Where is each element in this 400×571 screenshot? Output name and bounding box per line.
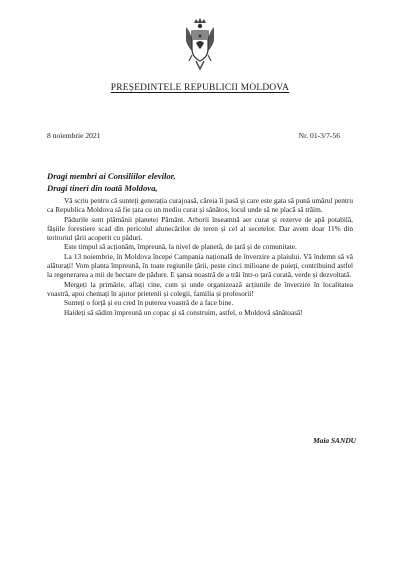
paragraph-1: Vă scriu pentru că sunteți generația curajoasă, căreia îi pasă și care este gata să pună umărul pentru ca Republica Moldova să fie țara cu un mediu curat și sănătos, locul unde să ne placă să trăim. xyxy=(47,196,353,215)
office-title: PREȘEDINTELE REPUBLICII MOLDOVA xyxy=(110,83,290,93)
letter-meta xyxy=(47,131,340,140)
paragraph-7: Haideți să sădim împreună un copac și să construim, astfel, o Moldovă sănătoasă! xyxy=(64,307,303,317)
paragraph-5: Mergeți la primărie, aflați cine, cum și unde organizează acțiunile de înverzire în localitatea voastră, apoi chemați în ajutor prietenii și colegii, familia și profesorii! xyxy=(47,279,353,298)
letter-date: 8 noiembrie 2021 xyxy=(47,131,101,140)
paragraph-6: Sunteți o forță și eu cred în puterea voastră de a face bine. xyxy=(64,298,234,308)
reference-number: Nr. 01-3/7-56 xyxy=(298,131,340,140)
salutation xyxy=(47,171,347,194)
letter-body xyxy=(47,196,353,317)
salutation-line-2: Dragi tineri din toată Moldova, xyxy=(47,182,158,193)
salutation-line-1: Dragi membri ai Consiliilor elevilor, xyxy=(47,171,176,181)
paragraph-3: Este timpul să acționăm, împreună, la nivel de planetă, de țară și de comunitate. xyxy=(64,242,297,252)
paragraph-2: Pădurile sunt plămânii planetei Pământ. Arborii înseamnă aer curat și rezerve de apă potabilă, fâșiile forestiere scad din pericolul alunecărilor de teren și cel al secetelor. Dar avem doar 11% din teritoriul țării acoperit cu păduri. xyxy=(47,214,353,243)
paragraph-4: La 13 noiembrie, în Moldova începe Campania națională de înverzire a plaiului. Vă îndemn să vă alăturați! Vom planta împreună, în toate regiunile țării, peste cinci milioane de puieți, contribuind astfel la regenerarea a mii de hectare de pădure. E șansa noastră de a trăi într-o țară curată, verde și dezvoltată. xyxy=(47,251,353,280)
signature: Maia SANDU xyxy=(313,436,356,445)
coat-of-arms-icon xyxy=(183,17,217,75)
